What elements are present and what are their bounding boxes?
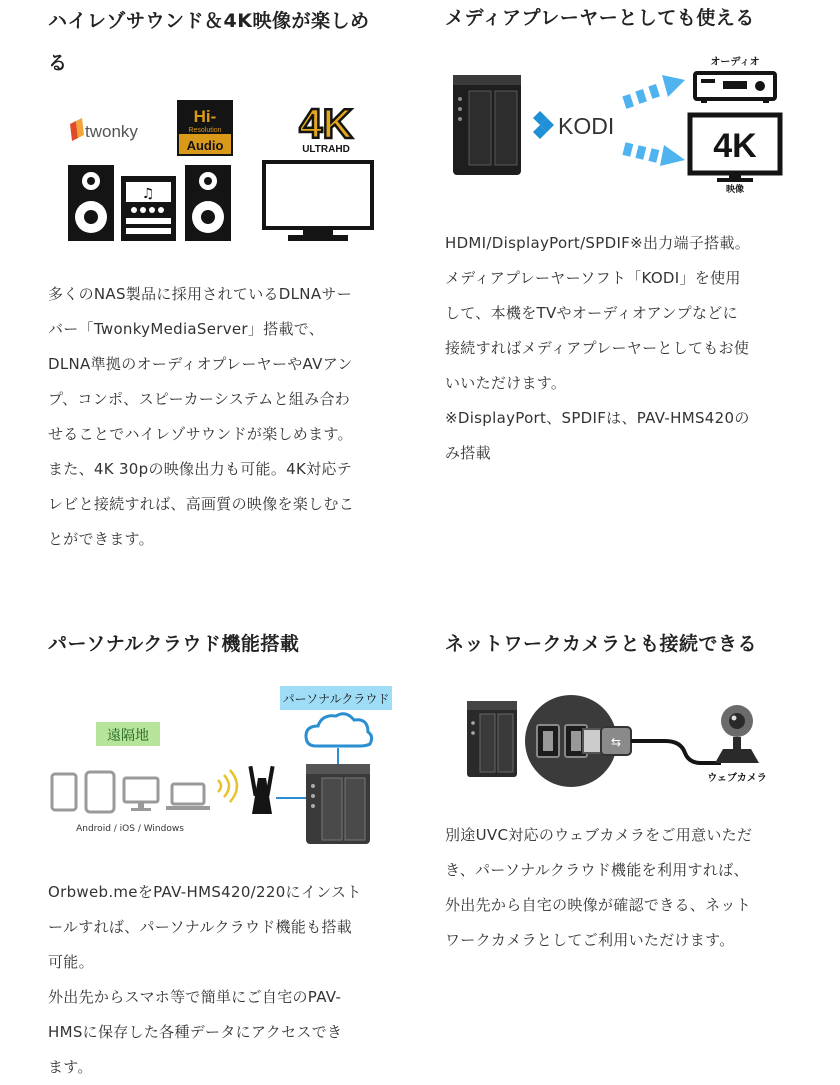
svg-text:♫: ♫	[141, 186, 155, 202]
devices-label: Android / iOS / Windows	[76, 824, 184, 834]
section-body	[48, 277, 393, 557]
webcam-label: ウェブカメラ	[707, 773, 767, 784]
body-line-5: せることでハイレゾサウンドが楽しめます。	[48, 425, 353, 443]
body-line-8: とができます。	[48, 530, 154, 548]
audio-amplifier-icon	[695, 56, 775, 103]
uhd-4k-small: ULTRAHD	[302, 144, 350, 155]
tv-monitor-icon	[264, 162, 372, 241]
section-personal-cloud	[48, 626, 393, 1076]
twonky-logo	[70, 118, 138, 141]
speaker-left-icon	[68, 165, 114, 241]
hires-audio-badge	[177, 100, 233, 156]
body-line-1: 別途UVC対応のウェブカメラをご用意いただ	[445, 826, 753, 844]
body-line-7: み搭載	[445, 444, 491, 462]
body-line-1: HDMI/DisplayPort/SPDIF※出力端子搭載。	[445, 234, 751, 252]
cloud-label-text: パーソナルクラウド	[282, 692, 390, 706]
body-line-1: 多くのNAS製品に採用されているDLNAサー	[48, 285, 352, 303]
body-line-5: いいただけます。	[445, 374, 567, 392]
twonky-logo-text: twonky	[85, 122, 138, 141]
kodi-logo-text: KODI	[558, 113, 615, 139]
body-line-6: ※DisplayPort、SPDIFは、PAV-HMS420の	[445, 409, 750, 427]
audio-label: オーディオ	[710, 57, 760, 68]
body-line-3: 外出先から自宅の映像が確認できる、ネット	[445, 896, 752, 914]
section-title: ネットワークカメラとも接続できる	[445, 633, 758, 655]
section-body	[48, 875, 398, 1085]
body-line-6: また、4K 30pの映像出力も可能。4K対応テ	[48, 460, 353, 478]
phone-icon	[86, 772, 114, 812]
body-line-6: ます。	[48, 1058, 93, 1076]
laptop-icon	[166, 784, 210, 810]
arrow-to-audio-icon	[622, 75, 685, 109]
body-line-2: ールすれば、パーソナルクラウド機能も搭載	[48, 918, 353, 936]
tv-4k-icon	[690, 115, 780, 195]
cloud-icon	[306, 714, 372, 746]
body-line-4: 接続すればメディアプレーヤーとしてもお使	[445, 339, 750, 357]
svg-text:⇆: ⇆	[610, 735, 622, 749]
media-player-illustration	[445, 45, 790, 205]
body-line-7: レビと接続すれば、高画質の映像を楽しむこ	[48, 495, 355, 513]
nas-device-icon	[453, 75, 521, 175]
uhd-4k-big: 4K	[299, 100, 353, 147]
tablet-icon	[52, 774, 76, 810]
body-line-1: Orbweb.meをPAV-HMS420/220にインスト	[48, 883, 362, 901]
remote-label	[96, 722, 160, 746]
section-title-line-1: ハイレゾサウンド＆4K映像が楽しめ	[48, 10, 370, 32]
wifi-signal-icon	[218, 770, 237, 802]
section-title: パーソナルクラウド機能搭載	[48, 633, 300, 655]
nas-device-icon	[467, 701, 517, 777]
hires-badge-top: Hi-	[193, 107, 217, 126]
section-title: メディアプレーヤーとしても使える	[445, 7, 755, 29]
nas-device-icon	[306, 764, 370, 844]
arrow-to-tv-icon	[622, 142, 685, 166]
body-line-4: ワークカメラとしてご利用いただけます。	[445, 931, 735, 949]
hires-badge-bottom: Audio	[186, 138, 224, 153]
hires-badge-mid: Resolution	[188, 127, 222, 134]
network-camera-illustration	[445, 691, 790, 801]
section-body	[445, 226, 790, 471]
body-line-3: DLNA準拠のオーディオプレーヤーやAVアン	[48, 355, 353, 373]
section-media-player	[445, 0, 790, 462]
section-network-camera	[445, 626, 790, 949]
section-title	[48, 0, 393, 84]
section-body	[445, 818, 790, 958]
body-line-2: き、パーソナルクラウド機能を利用すれば、	[445, 861, 749, 879]
tv-4k-text: 4K	[713, 127, 757, 165]
desktop-monitor-icon	[124, 778, 158, 811]
section-hires-audio	[48, 0, 393, 548]
speaker-right-icon	[185, 165, 231, 241]
section-title-line-2: る	[48, 52, 68, 74]
body-line-2: バー「TwonkyMediaServer」搭載で、	[48, 320, 325, 338]
body-line-4: 外出先からスマホ等で簡単にご自宅のPAV-	[48, 988, 342, 1006]
video-label: 映像	[725, 185, 745, 195]
body-line-4: プ、コンポ、スピーカーシステムと組み合わ	[48, 390, 351, 408]
hires-4k-illustration	[48, 94, 383, 246]
uhd-4k-logo	[299, 100, 353, 155]
body-line-2: メディアプレーヤーソフト「KODI」を使用	[445, 269, 741, 287]
body-line-3: 可能。	[48, 953, 94, 971]
cloud-label	[280, 686, 392, 710]
body-line-5: HMSに保存した各種データにアクセスでき	[48, 1023, 343, 1041]
remote-label-text: 遠隔地	[107, 728, 149, 744]
router-icon	[248, 766, 274, 814]
webcam-icon	[715, 705, 759, 763]
stereo-component-icon	[121, 176, 176, 241]
personal-cloud-illustration	[48, 686, 393, 846]
body-line-3: して、本機をTVやオーディオアンプなどに	[445, 304, 738, 322]
kodi-logo	[533, 111, 614, 139]
